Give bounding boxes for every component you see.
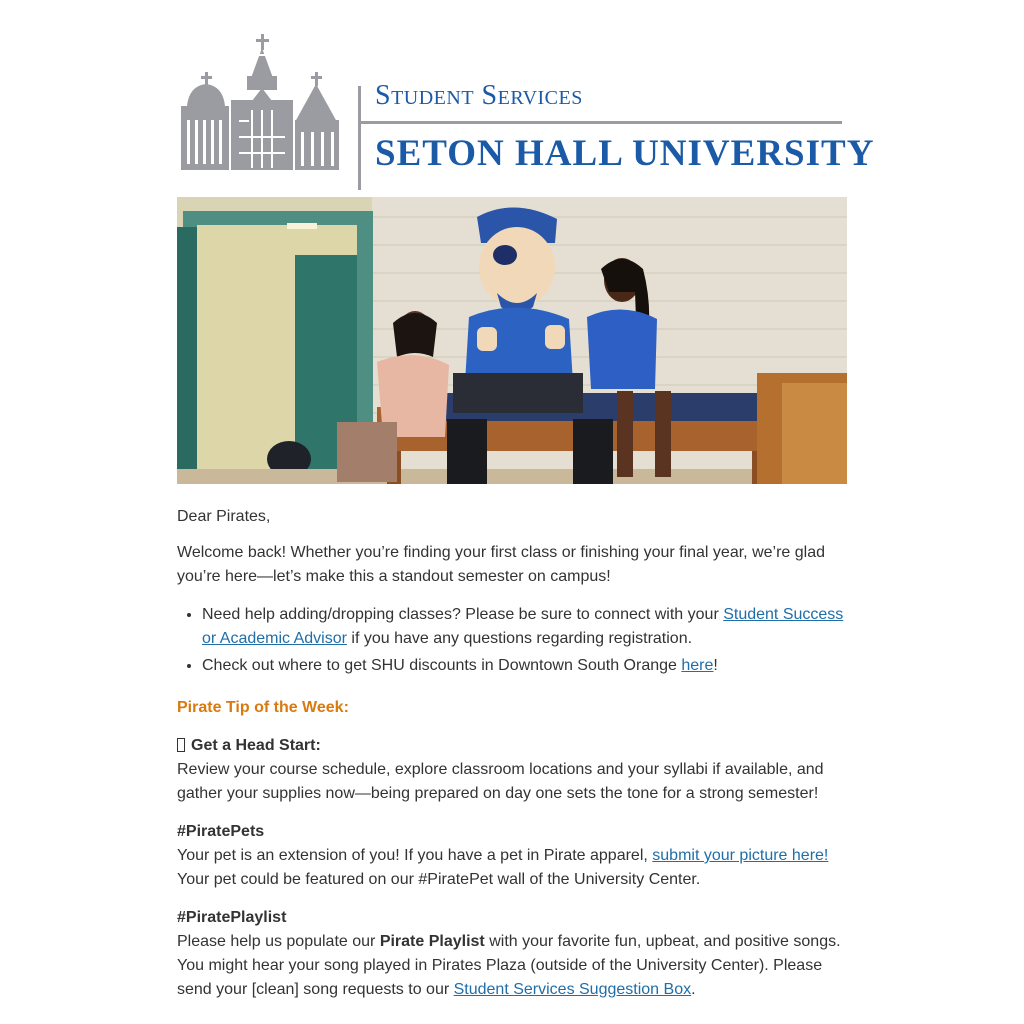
- headstart-section: [177, 734, 847, 806]
- bullet-text-end: if you have any questions regarding registration.: [346, 630, 693, 647]
- logo-divider-horizontal: [358, 121, 842, 124]
- logo-department: Student Services: [375, 80, 583, 111]
- bullet-text: Check out where to get SHU discounts in Downtown South Orange: [202, 657, 682, 674]
- chapel-icon: [181, 28, 343, 170]
- intro-paragraph: Welcome back! Whether you’re finding your first class or finishing your final year, we’re glad you’re here—let’s make this a standout semester on campus!: [177, 544, 825, 585]
- playlist-section: [177, 906, 847, 1002]
- submit-picture-link[interactable]: submit your picture here!: [652, 847, 829, 864]
- mascot-photo: [177, 197, 847, 484]
- tip-heading: Pirate Tip of the Week:: [177, 699, 349, 716]
- discounts-link[interactable]: here: [681, 657, 714, 674]
- announcement-list: [177, 603, 847, 678]
- playlist-text-middle: with your favorite fun, upbeat, and positive songs. You might hear your song played in Pirates Plaza (outside of the University Center). Please send your [clean] song requests to our: [177, 933, 841, 998]
- playlist-title: #PiratePlaylist: [177, 909, 287, 926]
- playlist-text-end: .: [691, 981, 696, 998]
- list-item: [202, 603, 847, 651]
- email-content: [177, 505, 847, 1016]
- advisor-link[interactable]: Student Success or Academic Advisor: [202, 606, 844, 647]
- playlist-text: Please help us populate our: [177, 933, 380, 950]
- headstart-text: Review your course schedule, explore classroom locations and your syllabi if available, and gather your supplies now—being prepared on day one sets the tone for a strong semester!: [177, 761, 824, 802]
- pets-title: #PiratePets: [177, 823, 265, 840]
- logo-university: SETON HALL UNIVERSITY: [375, 133, 875, 174]
- greeting: Dear Pirates,: [177, 508, 271, 525]
- header-logo[interactable]: [177, 24, 875, 174]
- pets-text: Your pet is an extension of you! If you have a pet in Pirate apparel,: [177, 847, 653, 864]
- headstart-title: Get a Head Start:: [191, 737, 321, 754]
- bullet-text: Need help adding/dropping classes? Please be sure to connect with your: [202, 606, 724, 623]
- missing-glyph-icon: [177, 738, 185, 752]
- bullet-text-end: !: [713, 657, 718, 674]
- pets-text-end: Your pet could be featured on our #PiratePet wall of the University Center.: [177, 871, 701, 888]
- suggestion-box-link[interactable]: Student Services Suggestion Box: [453, 981, 692, 998]
- pets-section: [177, 820, 847, 892]
- list-item: [202, 654, 847, 678]
- playlist-name: Pirate Playlist: [379, 933, 485, 950]
- logo-divider-vertical: [358, 86, 361, 190]
